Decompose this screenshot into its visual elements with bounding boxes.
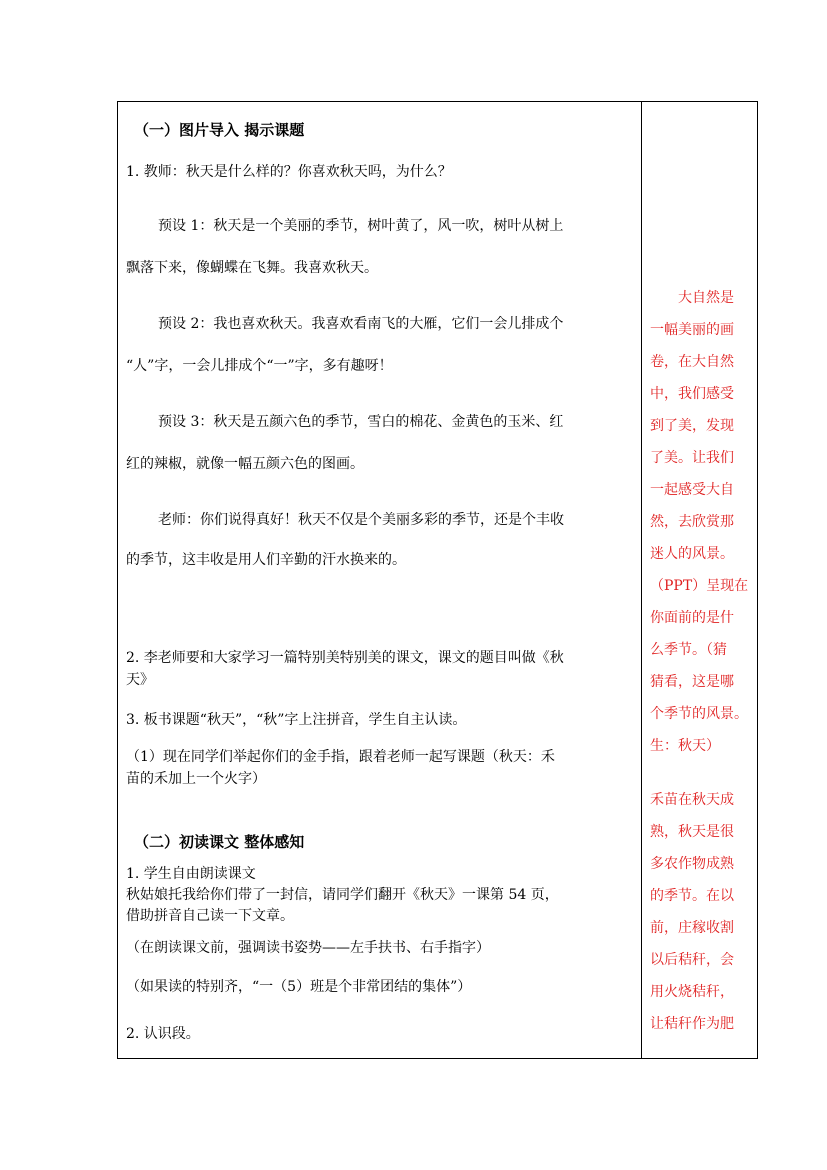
content-line: 1. 教师：秋天是什么样的？你喜欢秋天吗，为什么？ <box>126 164 452 180</box>
side-note-line: 到了美，发现 <box>650 418 734 434</box>
side-note-line: 以后秸秆，会 <box>650 952 734 968</box>
side-note-line: 你面前的是什 <box>650 610 734 626</box>
content-line: 1. 学生自由朗读课文 <box>126 866 256 882</box>
content-line: 预设 2：我也喜欢秋天。我喜欢看南飞的大雁，它们一会儿排成个 <box>158 316 564 332</box>
side-note-line: （PPT）呈现在 <box>650 578 749 594</box>
content-line: （如果读的特别齐，“一（5）班是个非常团结的集体”） <box>126 979 472 995</box>
side-note-line: 禾苗在秋天成 <box>650 792 734 808</box>
content-line: （1）现在同学们举起你们的金手指，跟着老师一起写课题（秋天：禾 <box>126 749 555 765</box>
side-note-line: 大自然是 <box>678 290 734 306</box>
section-heading-2: （二）初读课文 整体感知 <box>134 833 305 851</box>
content-line: 预设 1：秋天是一个美丽的季节，树叶黄了，风一吹，树叶从树上 <box>158 218 564 234</box>
design-intent-column <box>642 102 757 1058</box>
side-note-line: 一幅美丽的画 <box>650 322 734 338</box>
content-line: 的季节，这丰收是用人们辛勤的汗水换来的。 <box>126 552 406 568</box>
content-line: “人”字，一会儿排成个“一”字，多有趣呀！ <box>126 358 393 374</box>
content-line: 3. 板书课题“秋天”，“秋”字上注拼音，学生自主认读。 <box>126 712 467 728</box>
content-line: 预设 3：秋天是五颜六色的季节，雪白的棉花、金黄色的玉米、红 <box>158 414 564 430</box>
side-note-line: 熟，秋天是很 <box>650 824 734 840</box>
teaching-content-column <box>118 102 641 1058</box>
side-note-line: 迷人的风景。 <box>650 546 734 562</box>
side-note-line: 个季节的风景。 <box>650 706 748 722</box>
lesson-plan-table <box>117 101 758 1059</box>
content-line: 天》 <box>126 672 154 688</box>
content-line: 2. 认识段。 <box>126 1026 200 1042</box>
side-note-line: 生：秋天） <box>650 738 720 754</box>
side-note-line: 让秸秆作为肥 <box>650 1016 734 1032</box>
side-note-line: 前，庄稼收割 <box>650 920 734 936</box>
content-line: 苗的禾加上一个火字） <box>126 771 266 787</box>
section-heading-1: （一）图片导入 揭示课题 <box>134 121 305 139</box>
content-line: 秋姑娘托我给你们带了一封信，请同学们翻开《秋天》一课第 54 页， <box>126 887 559 903</box>
side-note-line: 的季节。在以 <box>650 888 734 904</box>
side-note-line: 一起感受大自 <box>650 482 734 498</box>
content-line: 红的辣椒，就像一幅五颜六色的图画。 <box>126 456 364 472</box>
side-note-line: 卷，在大自然 <box>650 354 734 370</box>
side-note-line: 么季节。（猜 <box>650 642 727 658</box>
content-line: （在朗读课文前，强调读书姿势——左手扶书、右手指字） <box>126 940 490 956</box>
side-note-line: 多农作物成熟 <box>650 856 734 872</box>
side-note-line: 中，我们感受 <box>650 386 734 402</box>
content-line: 借助拼音自己读一下文章。 <box>126 908 294 924</box>
content-line: 2. 李老师要和大家学习一篇特别美特别美的课文，课文的题目叫做《秋 <box>126 650 564 666</box>
side-note-line: 然，去欣赏那 <box>650 514 734 530</box>
side-note-line: 了美。让我们 <box>650 450 734 466</box>
side-note-line: 用火烧秸秆， <box>650 984 734 1000</box>
content-line: 飘落下来，像蝴蝶在飞舞。我喜欢秋天。 <box>126 260 378 276</box>
content-line: 老师：你们说得真好！秋天不仅是个美丽多彩的季节，还是个丰收 <box>158 512 564 528</box>
side-note-line: 猜看，这是哪 <box>650 674 734 690</box>
